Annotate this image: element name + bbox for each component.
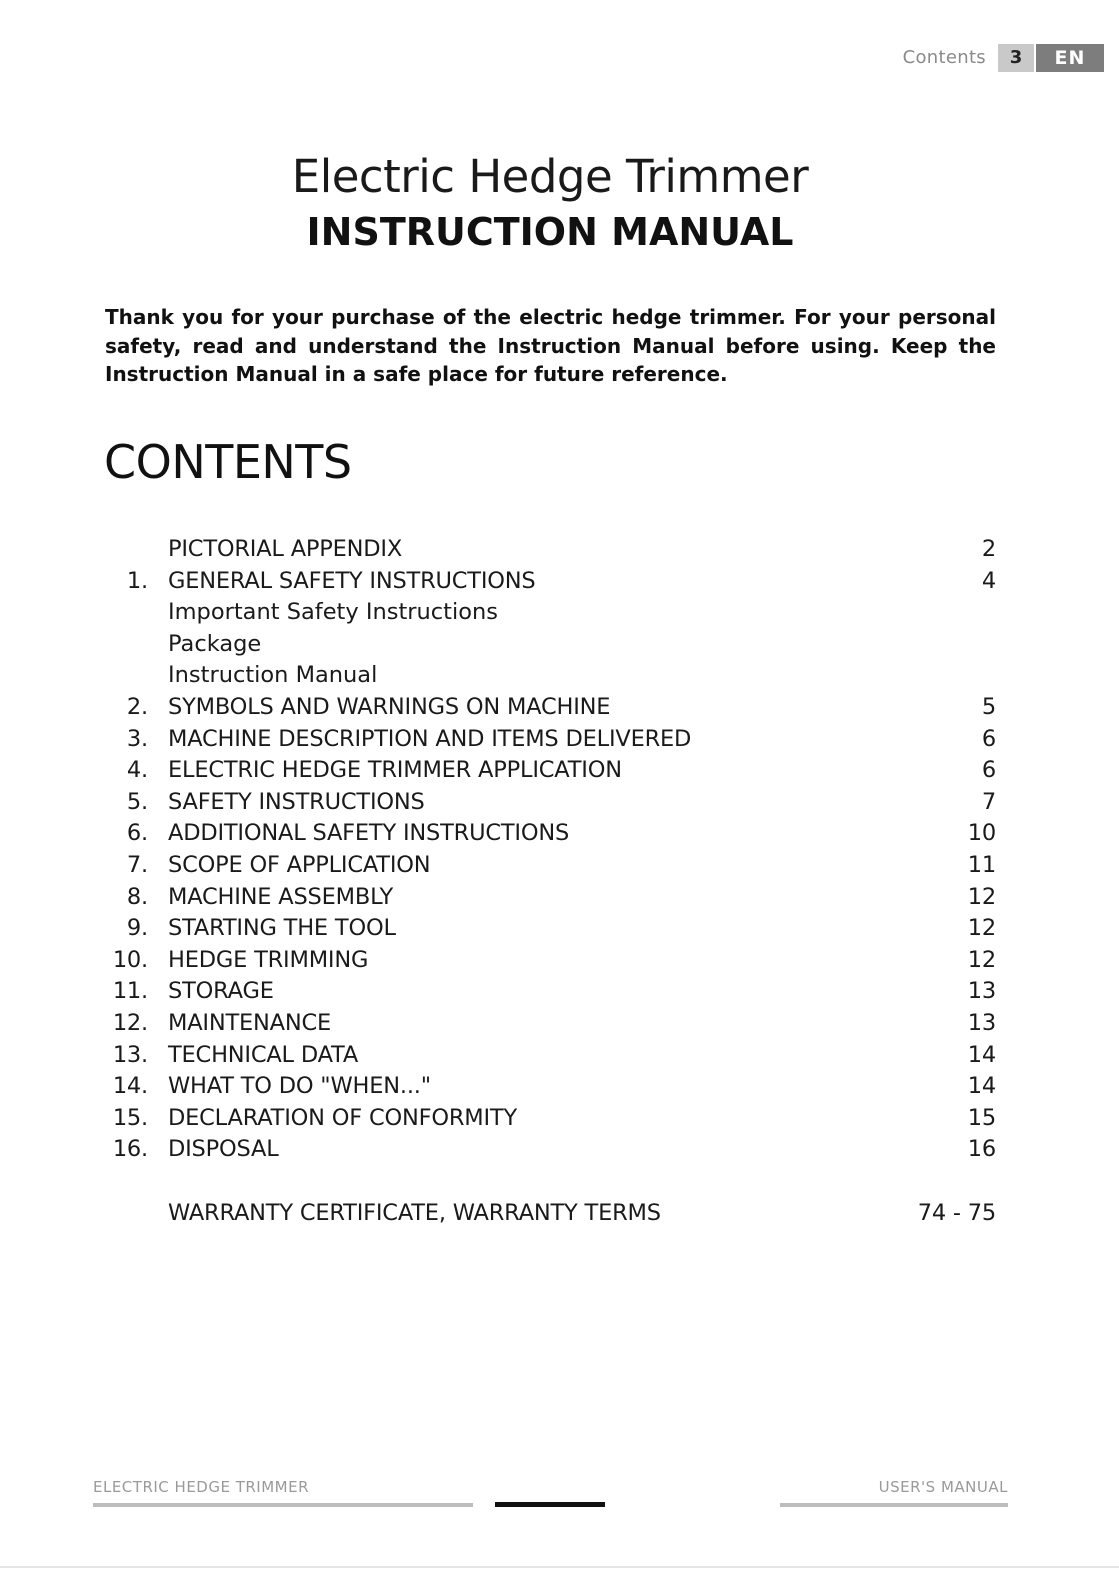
toc-entry-page: 11 [967, 851, 996, 878]
toc-entry-title: ELECTRIC HEDGE TRIMMER APPLICATION [168, 757, 622, 784]
footer-divider-gap [605, 1502, 780, 1508]
toc-entry [105, 850, 998, 882]
toc-entry-page: 14 [967, 1073, 996, 1100]
toc-entry [105, 1040, 998, 1072]
toc-entry-title: Package [168, 630, 262, 657]
toc-entry-page: 16 [967, 1136, 996, 1163]
table-of-contents [105, 534, 998, 1229]
toc-entry-title: Important Safety Instructions [168, 599, 498, 626]
toc-entry-page: 2 [981, 536, 996, 562]
toc-entry-title: Instruction Manual [168, 662, 378, 689]
toc-entry-title: WARRANTY CERTIFICATE, WARRANTY TERMS [168, 1199, 661, 1226]
toc-entry-number: 16. [112, 1136, 148, 1163]
toc-entry [105, 1103, 998, 1135]
toc-entry [105, 534, 998, 566]
toc-entry-title: MACHINE DESCRIPTION AND ITEMS DELIVERED [168, 725, 692, 752]
toc-entry-title: TECHNICAL DATA [168, 1041, 359, 1068]
toc-entry-page: 14 [967, 1041, 996, 1068]
footer-product-name: ELECTRIC HEDGE TRIMMER [93, 1478, 310, 1496]
toc-entry [105, 566, 998, 598]
toc-entry [105, 755, 998, 787]
toc-entry [105, 945, 998, 977]
toc-entry-page: 13 [967, 978, 996, 1005]
toc-entry-number: 5. [126, 788, 148, 815]
toc-entry-title: SCOPE OF APPLICATION [168, 851, 431, 878]
toc-entry-title: STORAGE [168, 978, 274, 1005]
header-section-label: Contents [902, 47, 986, 68]
toc-entry [105, 882, 998, 914]
toc-entry-page: 12 [967, 946, 996, 973]
toc-entry-number: 7. [126, 851, 148, 878]
toc-entry-title: DECLARATION OF CONFORMITY [168, 1104, 518, 1131]
toc-subentry [105, 597, 998, 629]
toc-entry-title: PICTORIAL APPENDIX [168, 536, 403, 562]
toc-entry-number: 3. [126, 725, 148, 752]
toc-entry [105, 787, 998, 819]
toc-entry-page: 15 [967, 1104, 996, 1131]
toc-entry-number: 1. [126, 567, 148, 594]
contents-heading: CONTENTS [104, 435, 352, 489]
toc-entry-page: 10 [967, 820, 996, 847]
toc-entry [105, 913, 998, 945]
toc-entry-number: 14. [112, 1073, 148, 1100]
footer-divider-highlight [495, 1502, 605, 1507]
toc-entry [105, 818, 998, 850]
toc-entry-number: 2. [126, 693, 148, 720]
toc-entry-page: 12 [967, 883, 996, 910]
document-subtitle: INSTRUCTION MANUAL [306, 210, 794, 254]
toc-entry-page: 5 [981, 693, 996, 720]
toc-subentry [105, 660, 998, 692]
toc-entry-number: 8. [126, 883, 148, 910]
toc-entry [105, 976, 998, 1008]
toc-entry-title: DISPOSAL [168, 1136, 279, 1163]
toc-entry [105, 724, 998, 756]
toc-entry-title: HEDGE TRIMMING [168, 946, 369, 973]
toc-entry-page: 7 [981, 788, 996, 815]
toc-entry-number: 13. [112, 1041, 148, 1068]
toc-entry [105, 692, 998, 724]
toc-entry-number: 11. [112, 978, 148, 1005]
toc-entry [105, 1071, 998, 1103]
toc-entry-title: GENERAL SAFETY INSTRUCTIONS [168, 567, 536, 594]
toc-entry [105, 1008, 998, 1040]
toc-entry-page: 6 [981, 725, 996, 752]
toc-entry-page: 13 [967, 1009, 996, 1036]
footer-divider [780, 1503, 1008, 1507]
toc-entry-number: 6. [126, 820, 148, 847]
footer-document-type: USER'S MANUAL [878, 1478, 1008, 1496]
toc-entry-page: 74 - 75 [917, 1199, 996, 1226]
toc-entry-title: MACHINE ASSEMBLY [168, 883, 393, 910]
toc-entry-number: 15. [112, 1104, 148, 1131]
toc-entry-page: 6 [981, 757, 996, 784]
page-header [903, 44, 1104, 72]
header-page-number: 3 [998, 44, 1034, 72]
header-language-badge: EN [1036, 44, 1104, 72]
footer-divider-gap [473, 1502, 495, 1508]
toc-entry-title: ADDITIONAL SAFETY INSTRUCTIONS [168, 820, 570, 847]
page-bottom-edge [0, 1566, 1119, 1568]
toc-entry-title: WHAT TO DO "WHEN..." [168, 1073, 431, 1100]
toc-subentry [105, 629, 998, 661]
toc-entry-page: 4 [981, 567, 996, 594]
toc-entry-number: 4. [126, 757, 148, 784]
toc-entry-title: SYMBOLS AND WARNINGS ON MACHINE [168, 693, 611, 720]
toc-entry-title: SAFETY INSTRUCTIONS [168, 788, 425, 815]
document-title: Electric Hedge Trimmer [291, 150, 809, 203]
title-block [0, 148, 1100, 258]
toc-entry [105, 1134, 998, 1166]
toc-entry [105, 1198, 998, 1230]
intro-paragraph: Thank you for your purchase of the electric hedge trimmer. For your personal safety, read and understand the Instruction Manual before using. Keep the Instruction Manual in a safe place for future reference. [105, 305, 996, 386]
toc-entry-title: STARTING THE TOOL [168, 915, 396, 942]
page-footer [93, 1478, 1008, 1518]
toc-entry-page: 12 [967, 915, 996, 942]
toc-entry-number: 10. [112, 946, 148, 973]
toc-entry-number: 9. [126, 915, 148, 942]
toc-entry-number: 12. [112, 1009, 148, 1036]
toc-entry-title: MAINTENANCE [168, 1009, 332, 1036]
